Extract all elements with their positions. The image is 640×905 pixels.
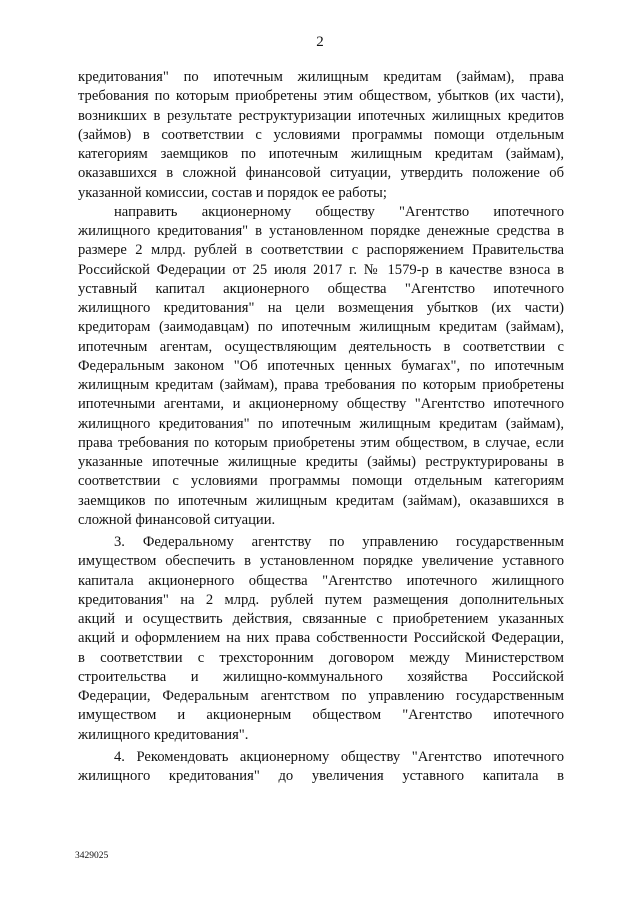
text-line: размере 2 млрд. рублей в соответствии с распоряжением Правительства [78, 242, 564, 259]
text-line: возникших в результате реструктуризации ипотечных жилищных кредитов [78, 107, 564, 124]
document-code: 3429025 [75, 851, 109, 861]
text-line: жилищного кредитования" на цели возмещения убытков (их части) [78, 300, 564, 316]
text-line: требования по которым приобретены этим обществом, убытков (их части), [78, 88, 564, 105]
text-line: кредиторам (заимодавцам) по ипотечным жилищным кредитам (займам), [78, 319, 564, 336]
text-line: указанной комиссии, состав и порядок ее работы; [78, 184, 387, 201]
text-line: кредитования" на 2 млрд. рублей путем размещения дополнительных [78, 591, 564, 608]
text-line: жилищным кредитам (займам), права требования по которым приобретены [78, 377, 564, 393]
text-line: жилищного кредитования". [78, 726, 249, 743]
text-line: 4. Рекомендовать акционерному обществу "Агентство ипотечного [114, 748, 564, 765]
text-line: права требования по которым приобретены этим обществом, в случае, если [78, 434, 564, 451]
text-line: акций и осуществить действия, связанные с приобретением указанных [78, 611, 564, 627]
text-line: капитала акционерного общества "Агентство ипотечного жилищного [78, 572, 564, 589]
text-line: Федерации, Федеральным агентством по управлению государственным [78, 688, 564, 704]
text-line: уставный капитал акционерного общества "Агентство ипотечного [78, 280, 564, 297]
text-line: сложной финансовой ситуации. [78, 511, 276, 528]
text-line: (займов) в соответствии с условиями программы помощи отдельным [78, 126, 564, 143]
paragraph [78, 203, 564, 530]
document-body [78, 68, 564, 786]
text-line: оказавшихся в сложной финансовой ситуации, утвердить положение об [78, 165, 564, 182]
text-line: строительства и жилищно-коммунального хозяйства Российской [78, 668, 564, 685]
paragraph [78, 68, 564, 203]
text-line: в соответствии с трехсторонним договором между Министерством [78, 649, 564, 666]
text-line: ипотечными агентами, и акционерному обществу "Агентство ипотечного [78, 396, 564, 413]
text-line: акций и оформлением на них права собственности Российской Федерации, [78, 630, 564, 647]
text-line: заемщиков по ипотечным жилищным кредитам (займам), оказавшихся в [78, 492, 564, 509]
text-line: Российской Федерации от 25 июля 2017 г. № 1579-р в качестве взноса в [78, 261, 564, 278]
text-line: жилищного кредитования" в установленном порядке денежные средства в [78, 223, 564, 239]
paragraph [78, 748, 564, 787]
text-line: Федеральным законом "Об ипотечных ценных бумагах", по ипотечным [78, 357, 564, 374]
text-line: указанные ипотечные жилищные кредиты (займы) реструктурированы в [78, 454, 564, 470]
text-line: соответствии с условиями программы помощи отдельным категориям [78, 473, 564, 490]
text-line: 3. Федеральному агентству по управлению государственным [114, 534, 564, 550]
page-number: 2 [316, 34, 324, 50]
text-line: ипотечным агентам, осуществляющим деятельность в соответствии с [78, 338, 564, 355]
text-line: имуществом и акционерным обществом "Агентство ипотечного [78, 707, 564, 724]
text-line: кредитования" по ипотечным жилищным кредитам (займам), права [78, 69, 564, 85]
text-line: жилищного кредитования" по ипотечным жилищным кредитам (займам), [78, 415, 564, 432]
text-line: имуществом обеспечить в установленном порядке увеличение уставного [78, 553, 564, 570]
paragraph [78, 533, 564, 745]
text-line: направить акционерному обществу "Агентство ипотечного [114, 203, 564, 220]
text-line: категориям заемщиков по ипотечным жилищным кредитам (займам), [78, 146, 564, 162]
text-line: жилищного кредитования" до увеличения уставного капитала в [78, 768, 564, 784]
